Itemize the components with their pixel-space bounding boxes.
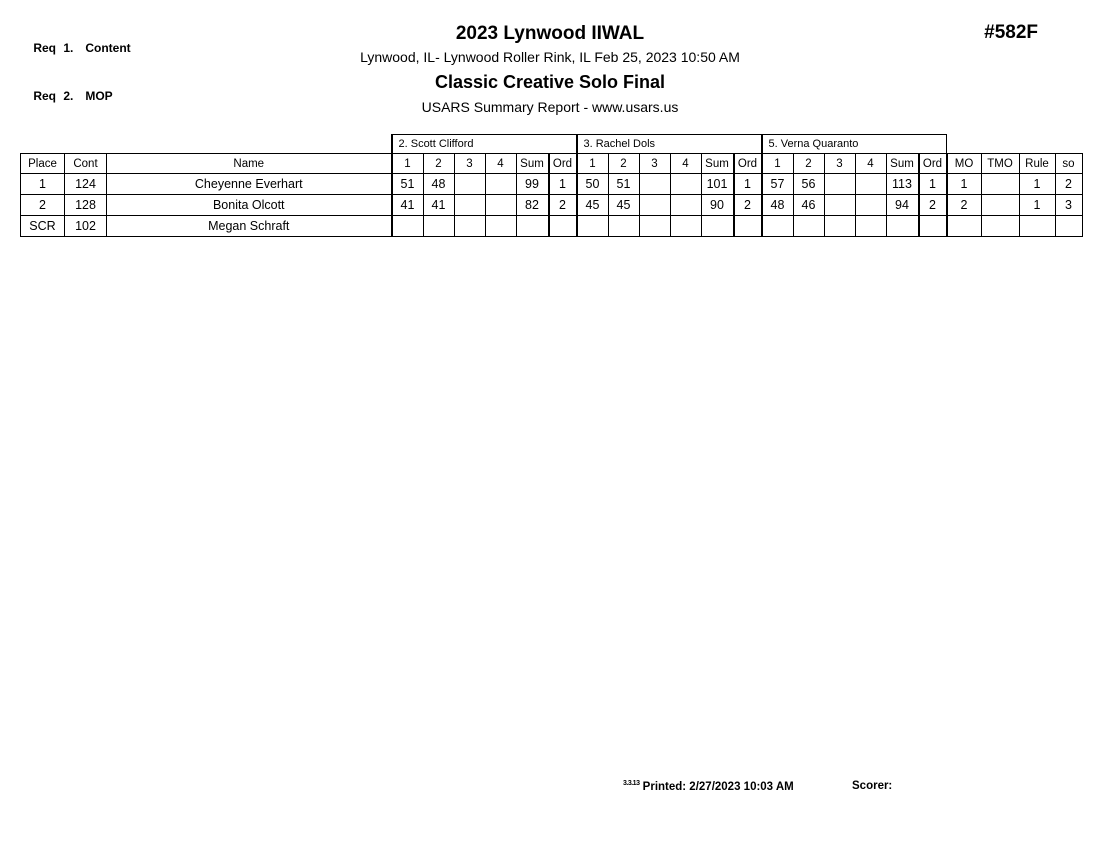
cell-judge2-score4 <box>670 174 701 195</box>
requirement-label: Req <box>33 89 57 103</box>
cell-cont: 124 <box>65 174 107 195</box>
cell-name: Cheyenne Everhart <box>107 174 392 195</box>
header-tmo: TMO <box>981 154 1019 174</box>
cell-name: Megan Schraft <box>107 216 392 237</box>
cell-judge3-score3 <box>824 216 855 237</box>
cell-rule <box>1019 216 1055 237</box>
cell-judge3-score4 <box>855 174 886 195</box>
cell-judge3-score1: 57 <box>762 174 794 195</box>
spacer-cell <box>947 135 982 154</box>
printed-timestamp <box>623 780 794 793</box>
cell-judge3-score1 <box>762 216 794 237</box>
cell-judge3-ord <box>919 216 947 237</box>
cell-judge2-score1 <box>577 216 609 237</box>
cell-judge1-sum <box>516 216 549 237</box>
cell-judge3-score3 <box>824 195 855 216</box>
column-header-row <box>21 154 1083 174</box>
cell-judge2-score3 <box>639 195 670 216</box>
cell-so: 2 <box>1055 174 1082 195</box>
cell-judge1-score4 <box>485 216 516 237</box>
competition-venue-date: Lynwood, IL- Lynwood Roller Rink, IL Feb 25, 2023 10:50 AM <box>360 49 740 65</box>
cell-judge1-ord: 2 <box>549 195 577 216</box>
cell-judge2-score4 <box>670 216 701 237</box>
header-judge3-score3: 3 <box>824 154 855 174</box>
requirement-number: 2. <box>63 89 74 103</box>
results-table <box>20 134 1083 237</box>
cell-judge1-score4 <box>485 174 516 195</box>
header-judge3-ord: Ord <box>919 154 947 174</box>
header-place: Place <box>21 154 65 174</box>
header-mo: MO <box>947 154 982 174</box>
document-number: #582F <box>984 22 1038 43</box>
report-header <box>0 22 1100 117</box>
spacer-cell <box>21 135 65 154</box>
event-title: Classic Creative Solo Final <box>434 72 666 92</box>
cell-judge1-ord: 1 <box>549 174 577 195</box>
header-judge2-score4: 4 <box>670 154 701 174</box>
header-judge1-score4: 4 <box>485 154 516 174</box>
cell-mo: 1 <box>947 174 982 195</box>
cell-so: 3 <box>1055 195 1082 216</box>
judge-panel-label-2: 3. Rachel Dols <box>577 135 762 154</box>
header-cont: Cont <box>65 154 107 174</box>
header-name: Name <box>107 154 392 174</box>
cell-judge2-score3 <box>639 216 670 237</box>
printed-text: Printed: 2/27/2023 10:03 AM <box>642 780 794 793</box>
scorer-label: Scorer: <box>852 780 893 792</box>
cell-judge2-score1: 50 <box>577 174 609 195</box>
judge-panel-label-3: 5. Verna Quaranto <box>762 135 947 154</box>
cell-judge1-sum: 82 <box>516 195 549 216</box>
spacer-cell <box>107 135 392 154</box>
cell-rule: 1 <box>1019 195 1055 216</box>
cell-judge2-ord: 1 <box>734 174 762 195</box>
cell-tmo <box>981 174 1019 195</box>
cell-judge2-ord: 2 <box>734 195 762 216</box>
cell-mo <box>947 216 982 237</box>
cell-judge1-score3 <box>454 174 485 195</box>
cell-judge2-score4 <box>670 195 701 216</box>
cell-so <box>1055 216 1082 237</box>
cell-judge1-score3 <box>454 216 485 237</box>
cell-place: 2 <box>21 195 65 216</box>
cell-judge2-score2 <box>608 216 639 237</box>
cell-judge3-sum <box>886 216 919 237</box>
cell-judge2-ord <box>734 216 762 237</box>
spacer-cell <box>1055 135 1082 154</box>
report-source: USARS Summary Report - www.usars.us <box>421 99 679 115</box>
cell-judge1-score2 <box>423 216 454 237</box>
spacer-cell <box>65 135 107 154</box>
cell-judge1-sum: 99 <box>516 174 549 195</box>
spacer-cell <box>981 135 1019 154</box>
table-row <box>21 216 1083 237</box>
judge-header-row <box>21 135 1083 154</box>
cell-judge3-score3 <box>824 174 855 195</box>
header-judge2-sum: Sum <box>701 154 734 174</box>
cell-judge2-score3 <box>639 174 670 195</box>
cell-judge1-ord <box>549 216 577 237</box>
header-judge1-sum: Sum <box>516 154 549 174</box>
cell-tmo <box>981 216 1019 237</box>
cell-judge1-score2: 41 <box>423 195 454 216</box>
table-row <box>21 195 1083 216</box>
cell-judge2-sum: 90 <box>701 195 734 216</box>
cell-judge1-score2: 48 <box>423 174 454 195</box>
cell-rule: 1 <box>1019 174 1055 195</box>
cell-name: Bonita Olcott <box>107 195 392 216</box>
cell-judge1-score1: 41 <box>392 195 424 216</box>
header-judge1-score2: 2 <box>423 154 454 174</box>
header-judge2-score1: 1 <box>577 154 609 174</box>
version-marks: 3.3.13 <box>623 780 640 787</box>
header-judge3-sum: Sum <box>886 154 919 174</box>
cell-judge1-score1: 51 <box>392 174 424 195</box>
cell-judge2-sum <box>701 216 734 237</box>
cell-judge3-sum: 94 <box>886 195 919 216</box>
cell-judge3-score4 <box>855 195 886 216</box>
competition-title: 2023 Lynwood IIWAL <box>455 23 645 44</box>
header-judge1-ord: Ord <box>549 154 577 174</box>
cell-cont: 102 <box>65 216 107 237</box>
results-table-wrapper <box>20 134 1083 237</box>
requirement-text: Content <box>85 41 131 55</box>
cell-judge3-score1: 48 <box>762 195 794 216</box>
cell-place: 1 <box>21 174 65 195</box>
cell-judge1-score1 <box>392 216 424 237</box>
cell-cont: 128 <box>65 195 107 216</box>
header-judge3-score2: 2 <box>793 154 824 174</box>
requirement-text: MOP <box>85 89 113 103</box>
judge-panel-label-1: 2. Scott Clifford <box>392 135 577 154</box>
cell-judge3-ord: 2 <box>919 195 947 216</box>
cell-place: SCR <box>21 216 65 237</box>
header-judge3-score1: 1 <box>762 154 794 174</box>
cell-judge3-score2 <box>793 216 824 237</box>
requirement-number: 1. <box>63 41 74 55</box>
cell-judge3-ord: 1 <box>919 174 947 195</box>
cell-judge3-score4 <box>855 216 886 237</box>
cell-mo: 2 <box>947 195 982 216</box>
header-judge1-score3: 3 <box>454 154 485 174</box>
cell-judge1-score4 <box>485 195 516 216</box>
header-so: so <box>1055 154 1082 174</box>
cell-judge2-score1: 45 <box>577 195 609 216</box>
requirement-label: Req <box>33 41 57 55</box>
cell-judge2-score2: 45 <box>608 195 639 216</box>
cell-judge1-score3 <box>454 195 485 216</box>
cell-judge2-sum: 101 <box>701 174 734 195</box>
table-row <box>21 174 1083 195</box>
header-rule: Rule <box>1019 154 1055 174</box>
header-judge2-score3: 3 <box>639 154 670 174</box>
spacer-cell <box>1019 135 1055 154</box>
header-judge2-ord: Ord <box>734 154 762 174</box>
cell-judge3-score2: 46 <box>793 195 824 216</box>
cell-judge3-sum: 113 <box>886 174 919 195</box>
cell-judge3-score2: 56 <box>793 174 824 195</box>
header-judge3-score4: 4 <box>855 154 886 174</box>
header-judge2-score2: 2 <box>608 154 639 174</box>
header-judge1-score1: 1 <box>392 154 424 174</box>
cell-tmo <box>981 195 1019 216</box>
cell-judge2-score2: 51 <box>608 174 639 195</box>
